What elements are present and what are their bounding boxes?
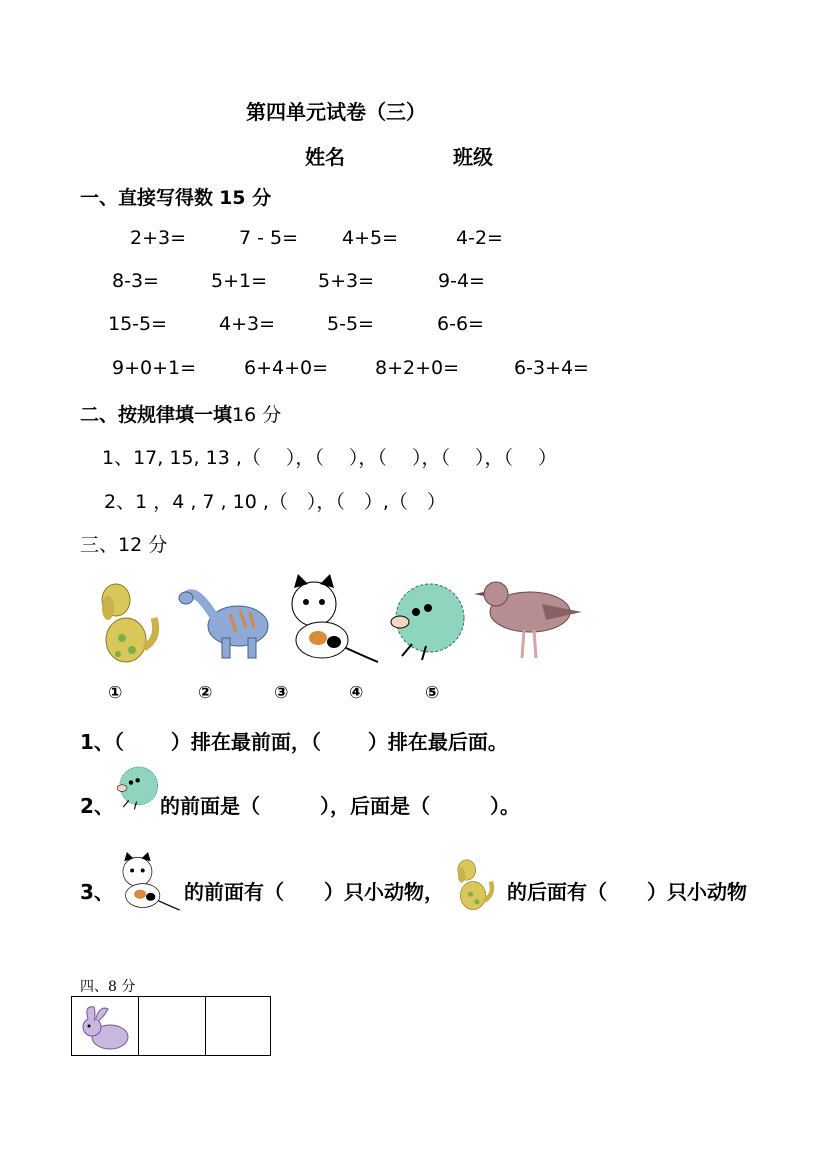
- section1-score: 15 分: [219, 187, 272, 209]
- marker-2: ②: [198, 683, 213, 703]
- equation: 5+1=: [211, 270, 268, 292]
- marker-4: ④: [349, 683, 364, 703]
- question-1: 1、（ ）排在最前面，（ ）排在最后面。: [80, 730, 508, 754]
- name-label: 姓名: [305, 145, 345, 169]
- question-2-text: 的前面是（ ），后面是（ ）。: [160, 794, 520, 818]
- hedgehog-icon: [112, 756, 160, 818]
- pattern-line-1: 1、17, 15, 13 ,（ ），（ ），（ ），（ ），（ ）: [102, 447, 558, 469]
- section2-heading-text: 二、按规律填一填: [80, 404, 233, 426]
- equation: 2+3=: [130, 227, 187, 249]
- equation: 5+3=: [318, 270, 375, 292]
- cat-picture: [278, 568, 382, 668]
- marker-1: ①: [108, 683, 123, 703]
- marker-3: ③: [274, 683, 289, 703]
- page-title: 第四单元试卷（三）: [246, 100, 426, 124]
- cat-icon: [112, 848, 184, 914]
- equation: 8-3=: [112, 270, 159, 292]
- equation: 4+3=: [219, 313, 276, 335]
- equation: 8+2+0=: [375, 357, 460, 379]
- equation: 9-4=: [438, 270, 485, 292]
- section1-heading-text: 一、直接写得数: [80, 187, 214, 209]
- equation: 6-3+4=: [514, 357, 589, 379]
- pattern-line-2: 2、1 ，4 , 7 , 10 ,（ ），（ ）,（ ）: [104, 491, 446, 513]
- question-2-prefix: 2、: [80, 794, 114, 818]
- equation: 15-5=: [108, 313, 168, 335]
- answer-grid: [71, 996, 271, 1056]
- rabbit-icon: [78, 1003, 134, 1053]
- section2-score: 16 分: [232, 404, 282, 426]
- section1-heading: [80, 183, 271, 210]
- equation: 4-2=: [456, 227, 503, 249]
- equation: 4+5=: [342, 227, 399, 249]
- equation: 7 - 5=: [239, 227, 299, 249]
- equation: 9+0+1=: [112, 357, 197, 379]
- bird-picture: [472, 572, 590, 666]
- question-3-text-b: 的后面有（ ）只小动物: [507, 880, 747, 904]
- section2-heading: [80, 400, 281, 427]
- dinosaur-picture: [176, 576, 276, 666]
- class-label: 班级: [453, 145, 493, 169]
- question-3-prefix: 3、: [80, 880, 114, 904]
- grid-divider: [138, 997, 139, 1055]
- marker-5: ⑤: [425, 683, 440, 703]
- dog-picture: [94, 578, 164, 666]
- dog-icon: [452, 856, 498, 912]
- section4-heading: 四、8 分: [80, 979, 136, 995]
- section3-heading: 三、12 分: [80, 534, 168, 556]
- hedgehog-picture: [382, 572, 468, 668]
- equation: 6-6=: [437, 313, 484, 335]
- equation: 5-5=: [327, 313, 374, 335]
- equation: 6+4+0=: [244, 357, 329, 379]
- grid-divider: [205, 997, 206, 1055]
- question-3-text-a: 的前面有（ ）只小动物，: [184, 880, 444, 904]
